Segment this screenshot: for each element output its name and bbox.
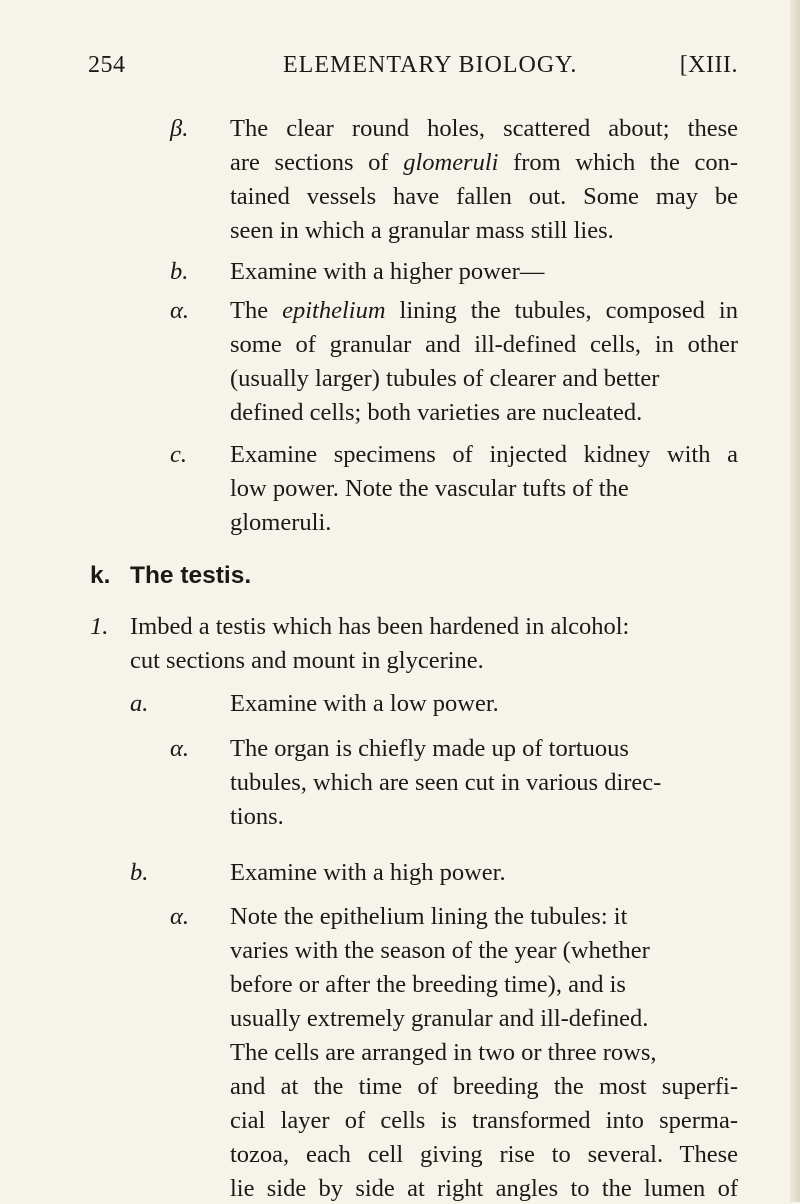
text-line: [230, 148, 738, 178]
text-line: [230, 858, 506, 888]
text-span: some of granular and ill-defined cells, in other: [230, 331, 738, 358]
item-label: k.: [90, 562, 111, 589]
text-span: Examine with a higher power—: [230, 258, 545, 285]
text-line: [230, 689, 499, 719]
text-line: [230, 902, 627, 932]
text-span: Imbed a testis which has been hardened in alcohol:: [130, 613, 630, 640]
text-line: [230, 296, 738, 326]
text-line: [230, 182, 738, 212]
text-span: The cells are arranged in two or three rows,: [230, 1039, 657, 1066]
text-span: The testis.: [130, 562, 252, 589]
text-span: are sections of: [230, 149, 404, 176]
text-line: [230, 1072, 738, 1102]
text-line: [230, 1140, 738, 1170]
text-line: [130, 612, 629, 642]
item-label: β.: [170, 115, 189, 142]
text-span: Examine with a low power.: [230, 690, 499, 717]
item-label: a.: [130, 690, 149, 717]
text-line: [230, 508, 331, 538]
text-span: (usually larger) tubules of clearer and better: [230, 365, 660, 392]
text-line: [230, 1004, 648, 1034]
text-span: cut sections and mount in glycerine.: [130, 647, 484, 674]
page-edge: [790, 0, 800, 1202]
text-line: [230, 257, 544, 287]
running-header: [88, 52, 738, 86]
text-span: defined cells; both varieties are nucleated.: [230, 399, 643, 426]
text-span: tions.: [230, 803, 284, 830]
text-line: [230, 936, 650, 966]
item-label: α.: [170, 735, 189, 762]
text-line: [230, 364, 659, 394]
text-line: [230, 970, 626, 1000]
text-line: [230, 330, 738, 360]
text-line: [230, 768, 661, 798]
item-label: b.: [170, 258, 189, 285]
text-span: lining the tubules, composed in: [385, 297, 738, 324]
text-line: [230, 1106, 738, 1136]
text-span: low power. Note the vascular tufts of the: [230, 475, 629, 502]
text-span: The: [230, 297, 283, 324]
item-label: α.: [170, 903, 189, 930]
text-span: Examine specimens of injected kidney with a: [230, 441, 738, 468]
text-line: [230, 474, 629, 504]
chapter-marker: [XIII.: [679, 52, 738, 78]
text-span: before or after the breeding time), and is: [230, 971, 626, 998]
text-line: [230, 440, 738, 470]
text-line: [230, 216, 614, 246]
text-span: Examine with a high power.: [230, 859, 506, 886]
text-span: The organ is chiefly made up of tortuous: [230, 735, 629, 762]
running-title: ELEMENTARY BIOLOGY.: [283, 52, 578, 78]
item-label: α.: [170, 297, 189, 324]
text-line: [130, 646, 484, 676]
item-label: b.: [130, 859, 149, 886]
text-line: [230, 1038, 657, 1068]
text-span: lie side by side at right angles to the lumen of: [230, 1175, 738, 1202]
text-span: varies with the season of the year (whether: [230, 937, 650, 964]
text-span: and at the time of breeding the most superfi-: [230, 1073, 738, 1100]
text-span: from which the con-: [498, 149, 739, 176]
text-span: tained vessels have fallen out. Some may be: [230, 183, 738, 210]
item-label: 1.: [90, 613, 109, 640]
page-number: 254: [88, 52, 126, 78]
text-span: cial layer of cells is transformed into sperma-: [230, 1107, 738, 1134]
italic-term: glomeruli: [403, 149, 499, 176]
italic-term: epithelium: [282, 297, 386, 324]
text-line: [230, 734, 629, 764]
item-label: c.: [170, 441, 187, 468]
text-line: [230, 398, 642, 428]
text-span: tozoa, each cell giving rise to several. These: [230, 1141, 738, 1168]
text-span: The clear round holes, scattered about; these: [230, 115, 738, 142]
text-line: [230, 1174, 738, 1204]
text-span: tubules, which are seen cut in various direc-: [230, 769, 662, 796]
text-line: [230, 114, 738, 144]
text-span: usually extremely granular and ill-defined.: [230, 1005, 649, 1032]
text-span: seen in which a granular mass still lies.: [230, 217, 614, 244]
section-heading: [130, 561, 251, 591]
text-line: [230, 802, 284, 832]
text-span: glomeruli.: [230, 509, 332, 536]
text-span: Note the epithelium lining the tubules: it: [230, 903, 628, 930]
